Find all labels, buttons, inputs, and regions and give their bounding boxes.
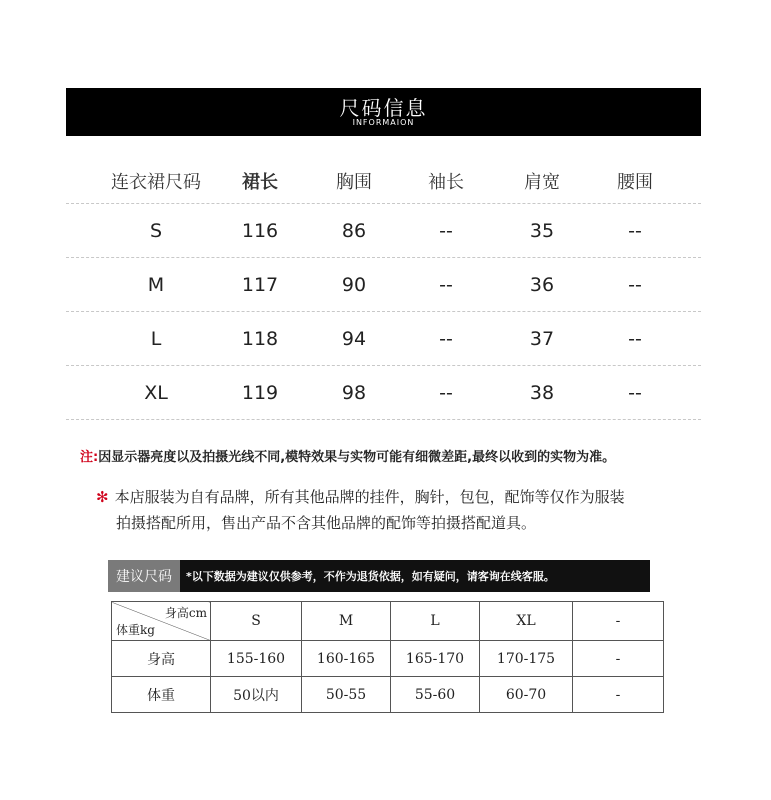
table-row [66,204,701,258]
recommend-size-header: XL [480,602,573,641]
brand-note-line2: 拍摄搭配所用，售出产品不含其他品牌的配饰等拍摄搭配道具。 [116,514,537,532]
table-cell: XL [144,382,168,404]
corner-weight-label: 体重kg [116,623,155,637]
table-cell: 86 [341,220,367,242]
note-text: 因显示器亮度以及拍摄光线不同,模特效果与实物可能有细微差距,最终以收到的实物为准。 [98,450,616,465]
table-cell: -- [439,274,453,296]
row-label-height: 身高 [112,641,211,677]
column-header-sleeve: 袖长 [428,172,464,193]
header-subtitle: INFORMAION [352,118,415,127]
column-header-size: 连衣裙尺码 [111,172,201,193]
table-cell: 119 [241,382,279,404]
recommend-size-header: S [211,602,302,641]
column-header-bust: 胸围 [336,172,372,193]
recommend-note: *以下数据为建议仅供参考，不作为退货依据，如有疑问，请客询在线客服。 [186,570,555,583]
table-row [112,677,664,713]
recommend-size-header: M [302,602,391,641]
size-table-header [66,158,701,204]
table-cell: 160-165 [302,641,391,677]
table-cell: - [573,641,664,677]
row-divider [66,419,701,420]
table-cell: 116 [241,220,279,242]
table-cell: 118 [241,328,279,350]
column-header-waist: 腰围 [617,172,653,193]
table-cell: -- [628,220,642,242]
table-cell: 170-175 [480,641,573,677]
table-cell: 165-170 [391,641,480,677]
table-cell: 90 [341,274,367,296]
table-cell: 60-70 [480,677,573,713]
corner-height-label: 身高cm [164,606,207,620]
table-cell: M [147,274,165,296]
table-cell: 55-60 [391,677,480,713]
recommend-size-header: L [391,602,480,641]
table-row [66,312,701,366]
column-header-shoulder: 肩宽 [524,172,560,193]
disclaimer-note [80,446,615,465]
table-cell: -- [439,220,453,242]
table-cell: -- [439,328,453,350]
row-label-weight: 体重 [112,677,211,713]
table-cell: 155-160 [211,641,302,677]
corner-cell [112,602,211,641]
recommend-header-row [112,602,664,641]
table-row [112,641,664,677]
table-row [66,258,701,312]
brand-note [96,484,625,536]
table-cell: 117 [241,274,279,296]
table-cell: 36 [529,274,555,296]
table-cell: -- [439,382,453,404]
table-cell: -- [628,274,642,296]
table-cell: 50以内 [211,677,302,713]
table-cell: 50-55 [302,677,391,713]
table-cell: -- [628,328,642,350]
note-prefix: 注: [80,450,99,465]
recommend-bar [108,560,650,592]
recommend-label: 建议尺码 [108,560,180,592]
header-title: 尺码信息 [339,96,428,120]
table-cell: - [573,677,664,713]
asterisk-icon: ✻ [96,488,109,506]
table-cell: 35 [529,220,555,242]
brand-note-line1: 本店服装为自有品牌，所有其他品牌的挂件，胸针，包包，配饰等仅作为服装 [114,488,625,506]
recommend-size-header: - [573,602,664,641]
table-cell: -- [628,382,642,404]
table-cell: S [149,220,163,242]
table-row [66,366,701,420]
size-info-header [66,88,701,136]
column-header-length: 裙长 [242,172,278,193]
recommend-table [111,601,664,713]
table-cell: 94 [341,328,367,350]
table-cell: 38 [529,382,555,404]
table-cell: 98 [341,382,367,404]
table-cell: 37 [529,328,555,350]
table-cell: L [150,328,162,350]
size-table [66,158,701,420]
